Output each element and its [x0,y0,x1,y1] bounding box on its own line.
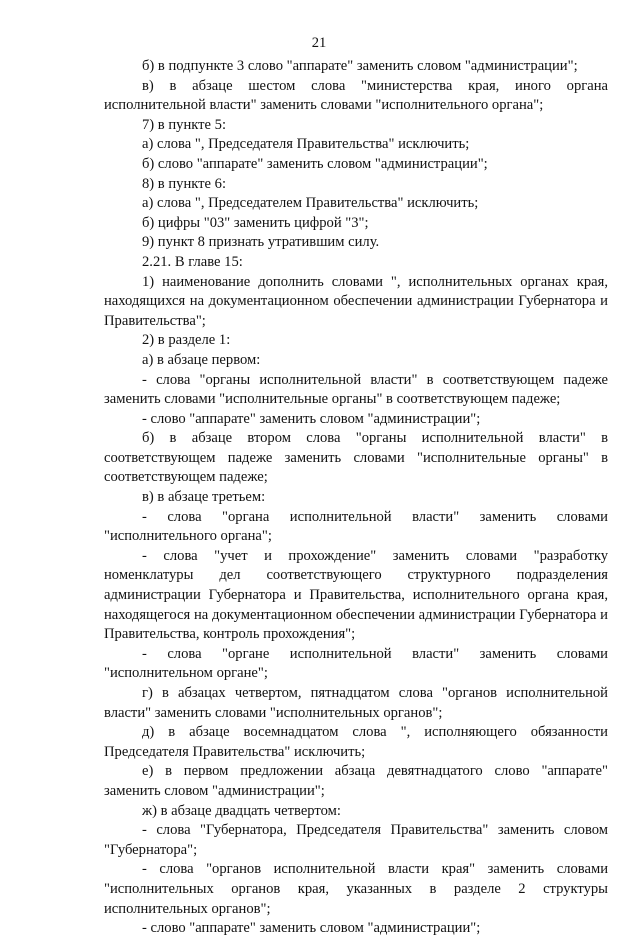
paragraph: - слова "органы исполнительной власти" в соответствующем падеже заменить словами "исполнительные органы" в соответствующем падеже; [104,371,608,408]
paragraph: - слова "органе исполнительной власти" заменить словами "исполнительном органе"; [104,645,608,682]
paragraph: б) цифры "03" заменить цифрой "3"; [142,214,369,231]
document-body [104,57,608,939]
paragraph: 8) в пункте 6: [142,175,227,192]
paragraph: 2.21. В главе 15: [142,253,243,270]
paragraph: - слова "учет и прохождение" заменить словами "разработку номенклатуры дел соответствующего структурного подразделения администрации Губернатора и Правительства, исполнительного органа края, находящегося на документационном обеспечении администрации Губернатора и Правительства, контроль прохождения"; [104,547,608,643]
paragraph: б) слово "аппарате" заменить словом "администрации"; [142,155,488,172]
paragraph: 7) в пункте 5: [142,116,227,133]
paragraph: - слово "аппарате" заменить словом "администрации"; [142,920,481,937]
paragraph: - слова "Губернатора, Председателя Правительства" заменить словом "Губернатора"; [104,822,608,858]
paragraph: - слова "органа исполнительной власти" заменить словами "исполнительного органа"; [104,508,608,545]
paragraph: а) слова ", Председателем Правительства" исключить; [142,195,479,212]
paragraph: б) в подпункте 3 слово "аппарате" заменить словом "администрации"; [142,58,578,74]
paragraph: в) в абзаце шестом слова "министерства края, иного органа исполнительной власти" заменить словами "исполнительного органа"; [104,77,608,114]
paragraph: 2) в разделе 1: [142,332,231,349]
page-number: 21 [311,35,327,51]
paragraph: - слова "органов исполнительной власти края" заменить словами "исполнительных органов края, указанных в разделе 2 структуры исполнительных органов"; [104,861,608,917]
paragraph: д) в абзаце восемнадцатом слова ", исполняющего обязанности Председателя Правительства" исключить; [104,724,608,760]
paragraph: - слово "аппарате" заменить словом "администрации"; [142,410,481,427]
paragraph: 9) пункт 8 признать утратившим силу. [142,234,380,251]
paragraph: 1) наименование дополнить словами ", исполнительных органах края, находящихся на документационном обеспечении администрации Губернатора и Правительства"; [104,273,608,329]
paragraph: в) в абзаце третьем: [142,489,266,506]
paragraph: а) в абзаце первом: [142,351,261,368]
paragraph: а) слова ", Председателя Правительства" исключить; [142,136,470,153]
paragraph: г) в абзацах четвертом, пятнадцатом слова "органов исполнительной власти" заменить словами "исполнительных органов"; [104,685,608,721]
paragraph: б) в абзаце втором слова "органы исполнительной власти" в соответствующем падеже заменить словами "исполнительные органы" в соответствующем падеже; [104,430,608,486]
paragraph: ж) в абзаце двадцать четвертом: [142,802,341,819]
paragraph: е) в первом предложении абзаца девятнадцатого слово "аппарате" заменить словом "администрации"; [104,763,608,799]
